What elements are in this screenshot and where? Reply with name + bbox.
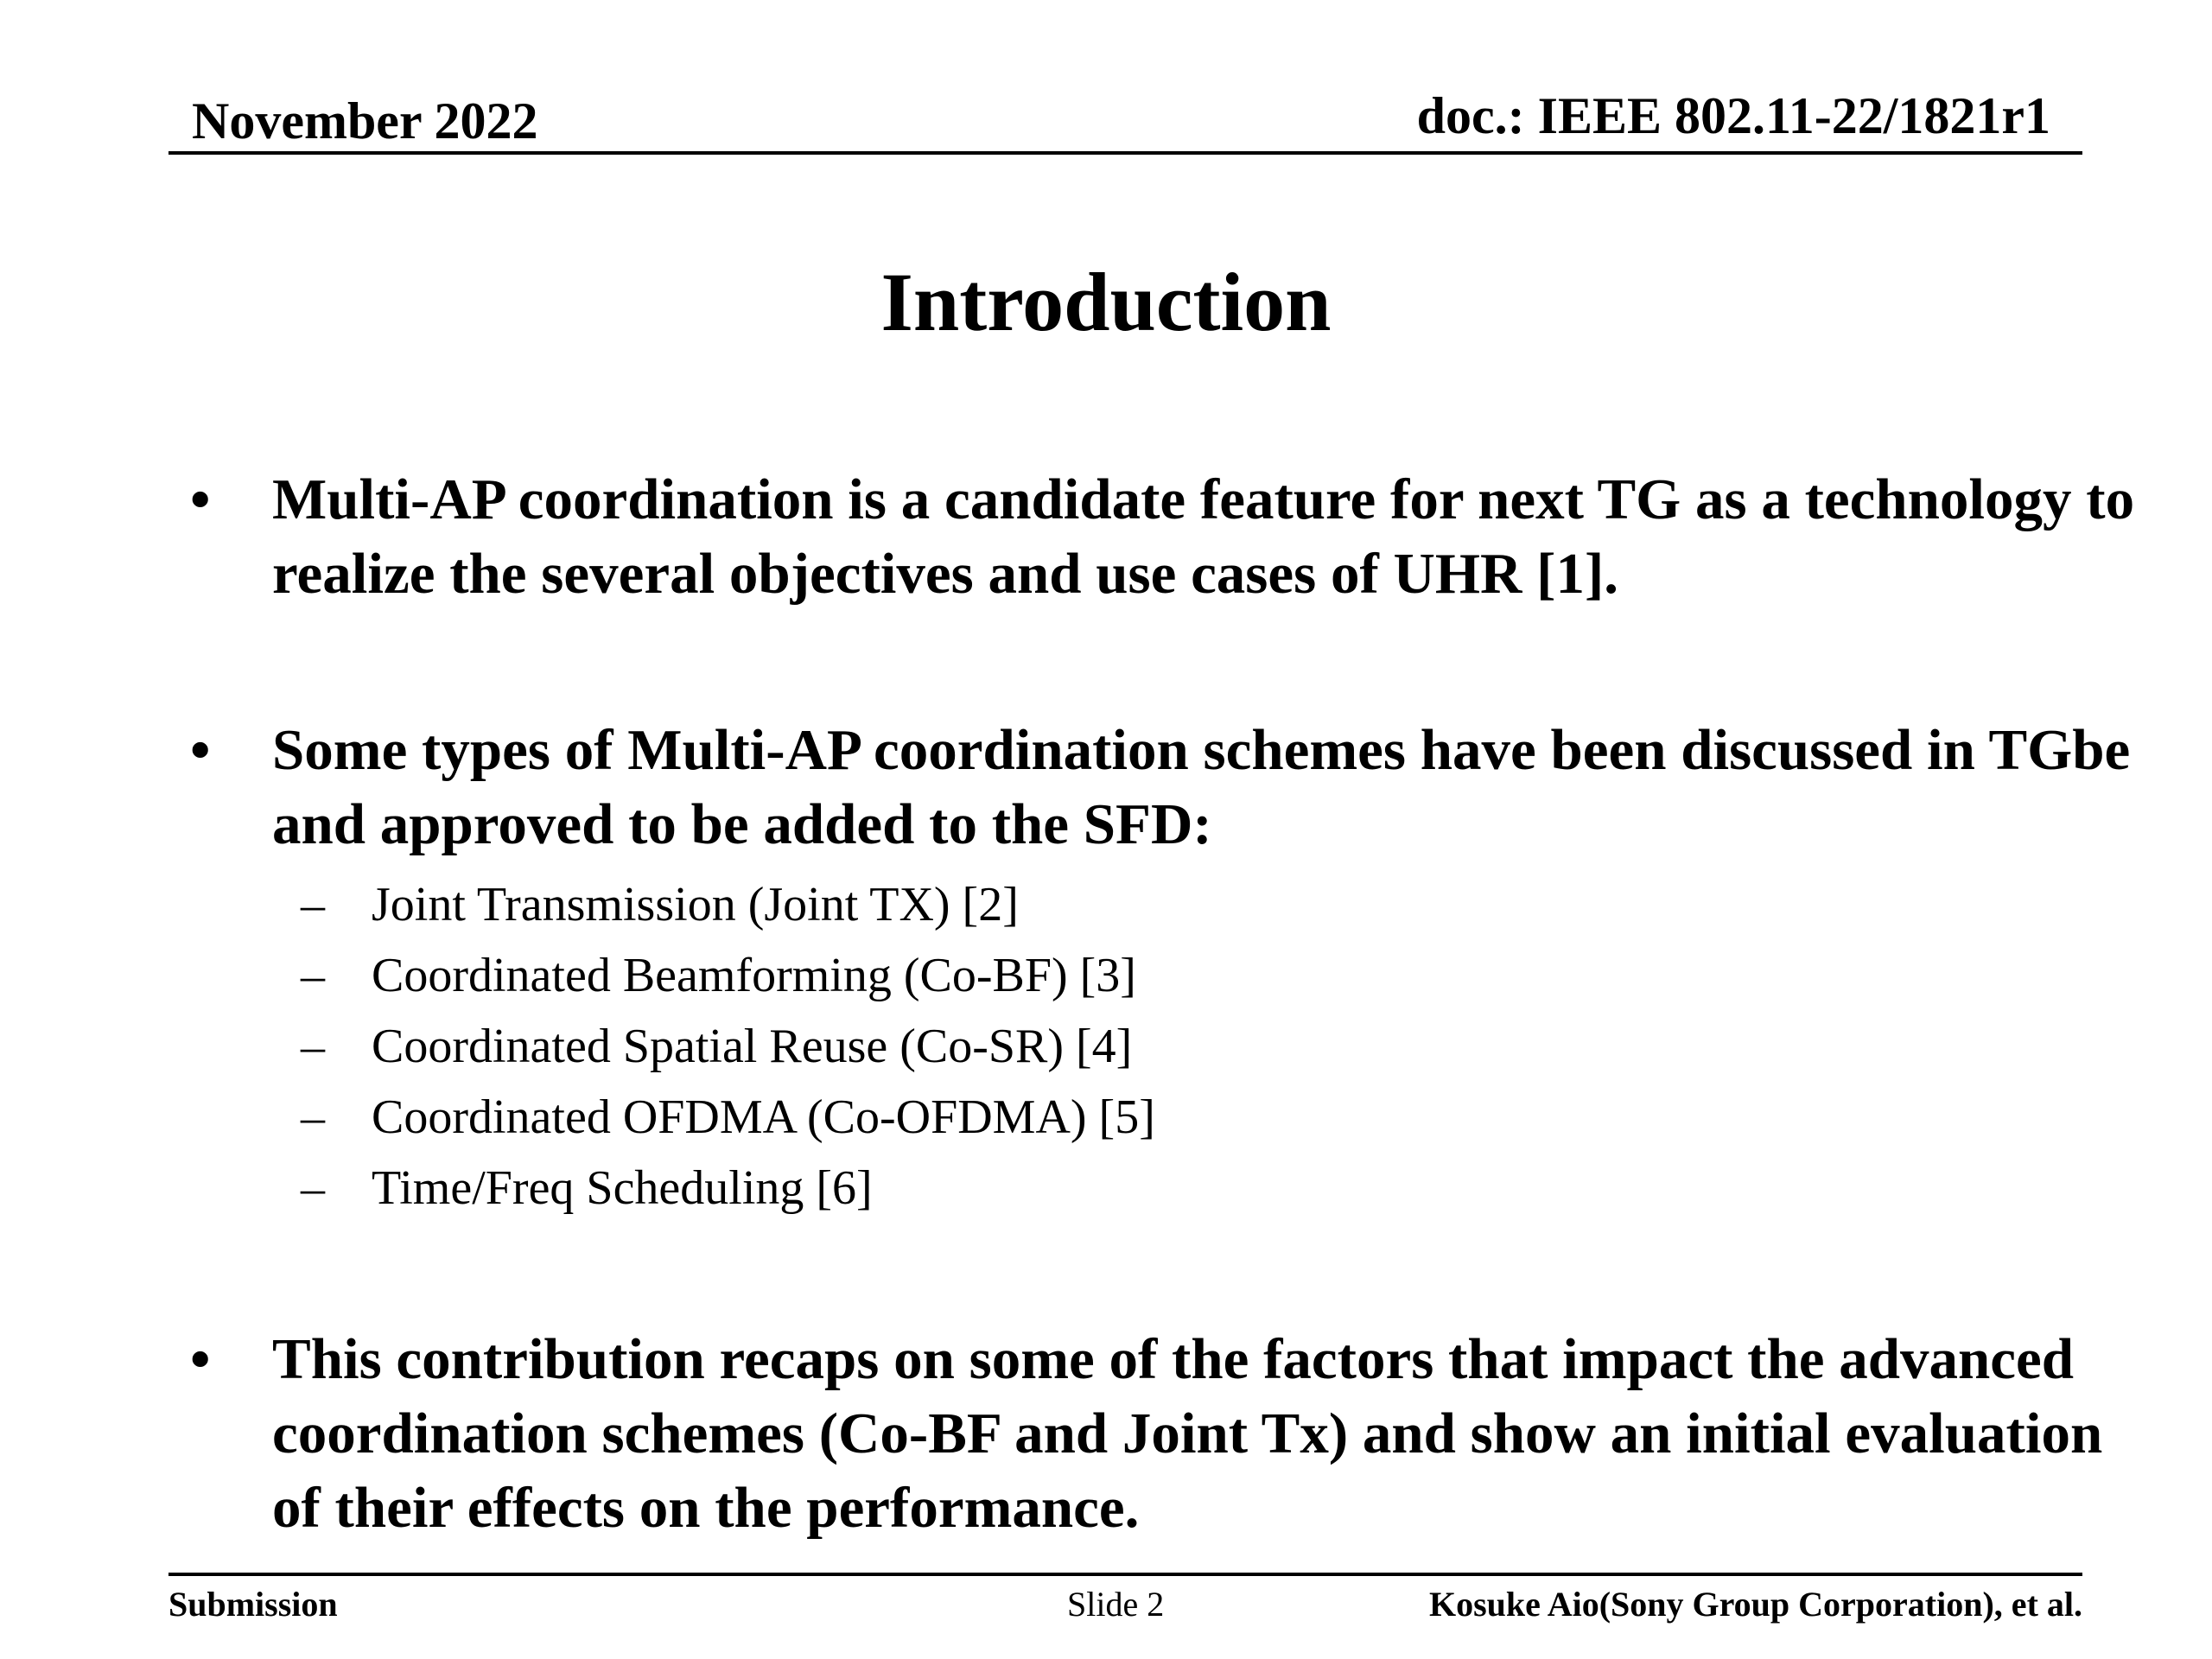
slide-title: Introduction bbox=[880, 256, 1332, 348]
footer-author: Kosuke Aio(Sony Group Corporation), et al. bbox=[1429, 1585, 2082, 1624]
sub-bullet-item bbox=[301, 1011, 1856, 1082]
bullet-marker: • bbox=[190, 718, 211, 782]
sub-bullet-list bbox=[301, 869, 1856, 1224]
sub-bullet-marker: – bbox=[301, 878, 325, 931]
sub-bullet-text: Coordinated Beamforming (Co-BF) [3] bbox=[372, 949, 1136, 1002]
sub-bullet-item bbox=[301, 1082, 1856, 1153]
sub-bullet-text: Time/Freq Scheduling [6] bbox=[372, 1161, 873, 1215]
slide-footer bbox=[168, 1573, 2082, 1628]
sub-bullet-marker: – bbox=[301, 949, 325, 1002]
header-doc-id: doc.: IEEE 802.11-22/1821r1 bbox=[1416, 87, 2050, 144]
sub-bullet-item bbox=[301, 869, 1856, 940]
sub-bullet-marker: – bbox=[301, 1090, 325, 1144]
header-date: November 2022 bbox=[192, 92, 538, 149]
slide-header bbox=[168, 82, 2082, 155]
sub-bullet-text: Coordinated Spatial Reuse (Co-SR) [4] bbox=[372, 1020, 1133, 1073]
sub-bullet-marker: – bbox=[301, 1020, 325, 1073]
sub-bullet-item bbox=[301, 1153, 1856, 1224]
bullet-text: This contribution recaps on some of the factors that impact the advanced coordination schemes (Co-BF and Joint Tx) and show an initial evaluation of their effects on the performance. bbox=[272, 1327, 2103, 1540]
sub-bullet-text: Joint Transmission (Joint TX) [2] bbox=[372, 878, 1019, 931]
footer-slide-number: Slide 2 bbox=[1067, 1585, 1165, 1624]
bullet-text: Multi-AP coordination is a candidate feature for next TG as a technology to realize the several objectives and use cases of UHR [1]. bbox=[272, 467, 2135, 606]
sub-bullet-marker: – bbox=[301, 1161, 325, 1215]
bullet-marker: • bbox=[190, 467, 211, 531]
bullet-text: Some types of Multi-AP coordination schemes have been discussed in TGbe and approved to be added to the SFD: bbox=[272, 718, 2131, 856]
sub-bullet-item bbox=[301, 940, 1856, 1011]
footer-submission: Submission bbox=[168, 1585, 338, 1624]
sub-bullet-text: Coordinated OFDMA (Co-OFDMA) [5] bbox=[372, 1090, 1155, 1144]
bullet-marker: • bbox=[190, 1327, 211, 1391]
